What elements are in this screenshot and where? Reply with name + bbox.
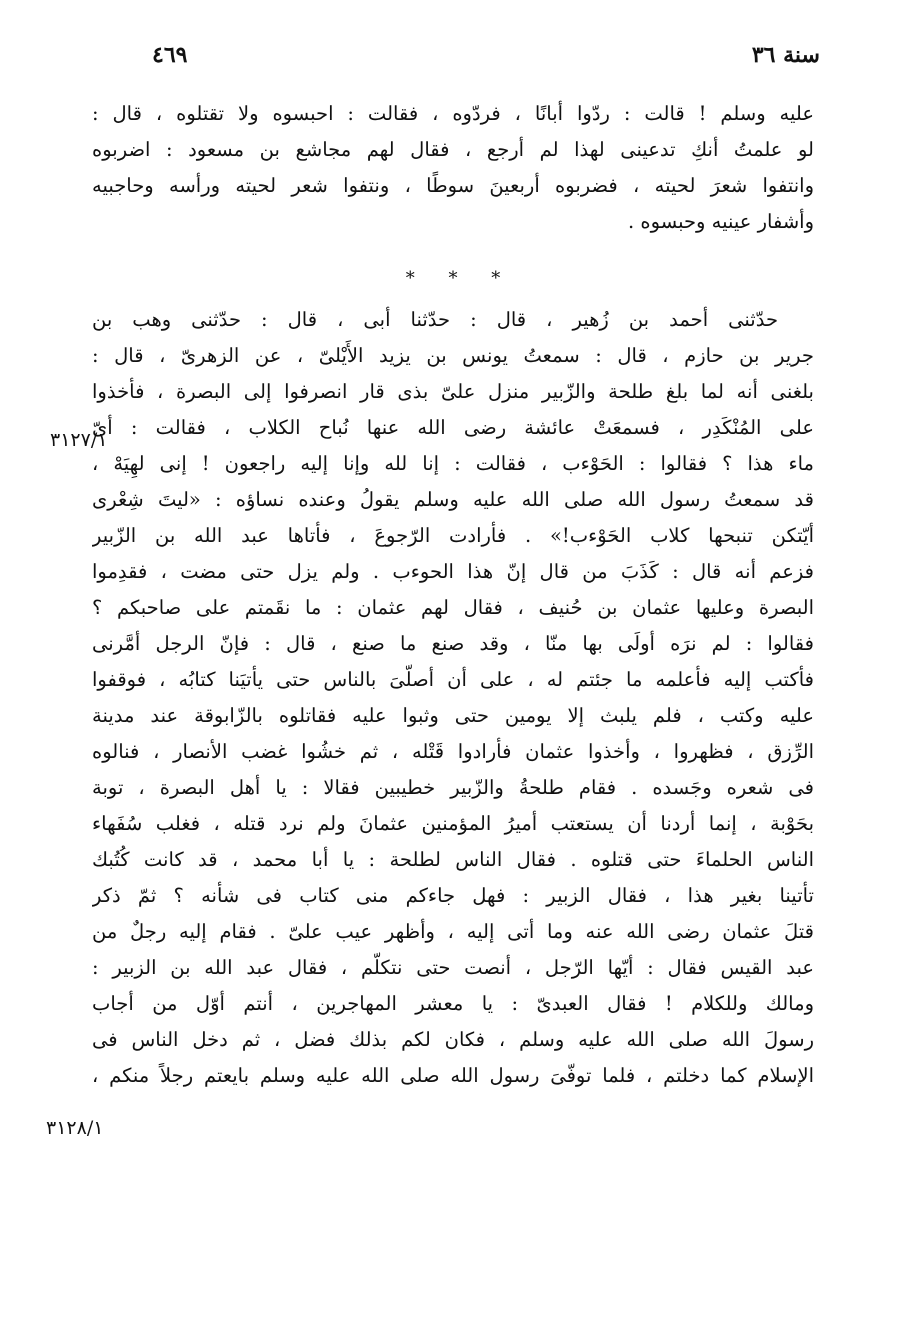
page-number: ٤٦٩ [152,42,188,68]
text-line: فقالوا : لم نرَه أولَى بها منّا ، وقد صنع ما صنع ، قال : فإنّ الرجل أمَّرنى [92,632,814,655]
text-line: فأكتب إليه فأعلمه ما جئتم له ، على أن أصلّىَ بالناس حتى يأتيَنا كتابُه ، فوقفوا [92,668,814,691]
paragraph-2 [92,302,814,1094]
text-line: فزعم أنه قال : كَذَبَ من قال إنّ هذا الحوءب . ولم يزل حتى مضت ، فقدِموا [92,560,814,583]
margin-reference: ٣١٢٧/١ [50,429,108,451]
text-line: عليه وسلم ! قالت : ردّوا أبانًا ، فردّوه ، فقالت : احبسوه ولا تقتلوه ، قال : [92,102,814,125]
text-line: الرِّزق ، فظهروا ، وأخذوا عثمان فأرادوا قَتْله ، ثم خشُوا غضب الأنصار ، فنالوه [92,740,814,763]
text-line: حدّثنى أحمد بن زُهير ، قال : حدّثنا أبى ، قال : حدّثنى وهب بن [92,308,778,331]
running-head: سنة ٣٦ [751,42,820,68]
text-line: جرير بن حازم ، قال : سمعتُ يونس بن يزيد الأَيْلىّ ، عن الزهرىّ ، قال : [92,344,814,367]
text-line: قد سمعتُ رسول الله صلى الله عليه وسلم يقولُ وعنده نساؤه : «ليتَ شِعْرى [92,488,814,511]
text-line: لو علمتُ أنكِ تدعينى لهذا لم أرجع ، فقال لهم مجاشع بن مسعود : اضربوه [92,138,814,161]
text-line: وانتفوا شعرَ لحيته ، فضربوه أربعينَ سوطًا ، ونتفوا شعر لحيته ورأسه وحاجبيه [92,174,814,197]
text-line: تأتينا بغير هذا ، فقال الزبير : فهل جاءكم منى كتاب فى شأنه ؟ ثمّ ذكر [92,884,814,907]
text-line: فى شعره وجَسده . فقام طلحةُ والزّبير خطيبين فقالا : يا أهل البصرة ، توبة [92,776,814,799]
margin-reference: ٣١٢٨/١ [46,1117,104,1139]
text-line: ماء هذا ؟ فقالوا : الحَوْءب ، فقالت : إنا لله وإنا إليه راجعون ! إنى لهِيَهْ ، [92,452,814,475]
text-line: وأشفار عينيه وحبسوه . [628,210,814,233]
text-line: ومالك وللكلام ! فقال العبدىّ : يا معشر المهاجرين ، أنتم أوّل من أجاب [92,992,814,1015]
text-line: بلغنى أنه لما بلغ طلحة والزّبير منزل علىّ بذى قار انصرفوا إلى البصرة ، فأخذوا [92,380,814,403]
text-line: أيّتكن تنبحها كلاب الحَوْءب!» . فأرادت الرّجوعَ ، فأتاها عبد الله بن الزّبير [92,524,814,547]
paragraph-1 [92,96,814,240]
text-line: الإسلام كما دخلتم ، فلما توفّىَ رسول الله صلى الله عليه وسلم بايعتم رجلاً منكم ، [92,1064,814,1087]
text-line: عليه وكتب ، فلم يلبث إلا يومين حتى وثبوا عليه فقاتلوه بالزّابوقة عند مدينة [92,704,814,727]
text-line: بحَوْبة ، إنما أردنا أن يستعتب أميرُ المؤمنين عثمانَ ولم نرد قتله ، فغلب سُفَهاء [92,812,814,835]
text-line: قتلَ عثمان رضى الله عنه وما أتى إليه ، وأظهر عيب علىّ . فقام إليه رجلٌ من [92,920,814,943]
text-line: عبد القيس فقال : أيّها الرّجل ، أنصت حتى نتكلّم ، فقال عبد الله بن الزبير : [92,956,814,979]
text-line: الناس الحلماءَ حتى قتلوه . فقال الناس لطلحة : يا أبا محمد ، قد كانت كُتُبك [92,848,814,871]
text-line: رسولَ الله صلى الله عليه وسلم ، فكان لكم بذلك فضل ، ثم دخل الناس فى [92,1028,814,1051]
text-line: على المُنْكَدِر ، فسمعَتْ عائشة رضى الله عنها نُباح الكلاب ، فقالت : أىّ [92,416,814,439]
section-separator: * * * [405,268,515,289]
text-line: البصرة وعليها عثمان بن حُنيف ، فقال لهم عثمان : ما نقَمتم على صاحبكم ؟ [92,596,814,619]
